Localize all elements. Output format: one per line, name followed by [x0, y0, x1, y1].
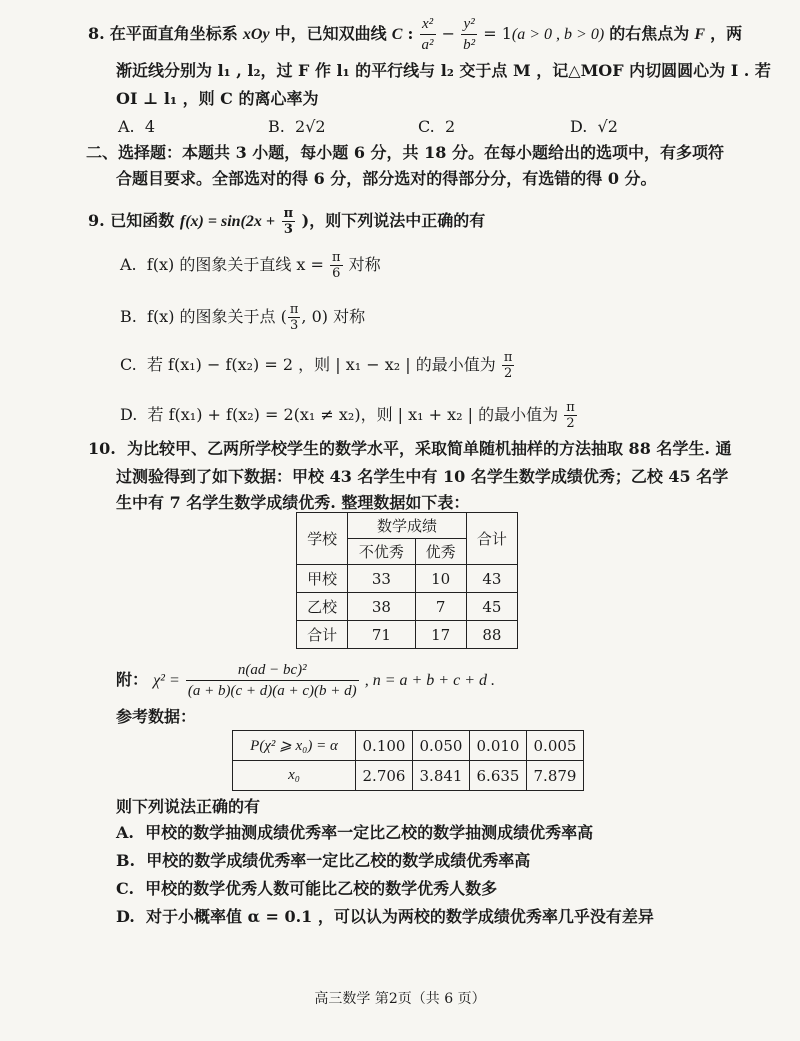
q10-number: 10.	[88, 439, 116, 458]
ref-row2-label: x₀	[233, 761, 356, 791]
q9-stem	[88, 206, 485, 237]
table-row: 甲校 33 10 43	[297, 565, 518, 593]
q8-line1: 8. 在平面直角坐标系 xOy 中，已知双曲线 C : $\frac{\text{x²}}{\text{a²}}$ − $\frac{\text{y²}}{\text{b²}}$ = 1(a > 0 , b > 0) 的右焦点为 F ，两	[88, 16, 743, 53]
q8-text-a: 在平面直角坐标系	[109, 24, 238, 43]
q9-option-c: C. 若 f(x₁) − f(x₂) = 2 ，则 | x₁ − x₂ | 的最小值为 $\frac{\pi}{2}$	[120, 350, 513, 381]
q10-question: 则下列说法正确的有	[116, 797, 261, 816]
q10-option-b: B. 甲校的数学成绩优秀率一定比乙校的数学成绩优秀率高	[116, 851, 531, 870]
ref-row1-label: P(χ² ⩾ x₀) = α	[233, 731, 356, 761]
q8-option-b: B. 2√2	[268, 117, 326, 136]
q8-condition: (a > 0 , b > 0)	[511, 26, 605, 43]
q9-option-a: A. f(x) 的图象关于直线 x = $\frac{\pi}{6}$ 对称	[120, 250, 381, 281]
section2-line1: 二、选择题：本题共 3 小题，每小题 6 分，共 18 分。在每小题给出的选项中，有多项符	[86, 143, 724, 162]
q10-option-a: A. 甲校的数学抽测成绩优秀率一定比乙校的数学抽测成绩优秀率高	[116, 823, 594, 842]
q10-option-d: D. 对于小概率值 α = 0.1 ，可以认为两校的数学成绩优秀率几乎没有差异	[116, 907, 654, 926]
q10-line3: 生中有 7 名学生数学成绩优秀. 整理数据如下表：	[116, 493, 470, 512]
q8-text-b: 中，已知双曲线	[274, 24, 387, 43]
q8-f: F	[694, 26, 706, 43]
page-footer: 高三数学 第2页（共 6 页）	[314, 991, 486, 1007]
q9-option-b: B. f(x) 的图象关于点 ( $\frac{\pi}{3}$ , 0) 对称	[120, 302, 366, 333]
q8-hyperbola-x-term: $\frac{\text{x²}}{\text{a²}}$	[421, 16, 434, 53]
reference-table: P(χ² ⩾ x₀) = α 0.100 0.050 0.010 0.005 x₀ 2.706 3.841 6.635 7.879	[232, 730, 584, 791]
q8-number: 8.	[88, 24, 105, 43]
th-excellent: 优秀	[415, 539, 466, 565]
q9-text-b: )，则下列说法中正确的有	[301, 211, 486, 230]
th-school: 学校	[297, 513, 348, 565]
q8-text-d: 的右焦点为	[609, 24, 690, 43]
th-not-excellent: 不优秀	[348, 539, 415, 565]
q9-number: 9.	[88, 211, 105, 230]
q10-option-c: C. 甲校的数学优秀人数可能比乙校的数学优秀人数多	[116, 879, 498, 898]
q8-text-e: ，两	[710, 24, 743, 43]
q8-option-a: A. 4	[118, 117, 155, 136]
q8-line2: 渐近线分别为 l₁ , l₂，过 F 作 l₁ 的平行线与 l₂ 交于点 M ，记△MOF 内切圆圆心为 I . 若	[116, 61, 771, 80]
th-score: 数学成绩	[348, 513, 467, 539]
q9-pi-over-3: $\frac{\pi}{3}$	[283, 206, 294, 237]
q9-function: f(x) = sin(2x +	[179, 213, 275, 230]
q8-xoy: xOy	[242, 26, 270, 43]
q8-hyperbola-y-term: $\frac{\text{y²}}{\text{b²}}$	[463, 16, 476, 53]
q10-line2: 过测验得到了如下数据：甲校 43 名学生中有 10 名学生数学成绩优秀；乙校 45 名学	[116, 467, 729, 486]
th-total: 合计	[466, 513, 517, 565]
q10-line1: 10. 为比较甲、乙两所学校学生的数学水平，采取简单随机抽样的方法抽取 88 名学生. 通	[88, 439, 732, 458]
section2-line2: 合题目要求。全部选对的得 6 分，部分选对的得部分分，有选错的得 0 分。	[116, 169, 657, 188]
q8-c: C	[391, 26, 403, 43]
table-row: 合计 71 17 88	[297, 621, 518, 649]
q9-option-d: D. 若 f(x₁) + f(x₂) = 2(x₁ ≠ x₂)，则 | x₁ + x₂ | 的最小值为 $\frac{\pi}{2}$	[120, 400, 575, 431]
q8-line3: OI ⊥ l₁ ，则 C 的离心率为	[116, 89, 319, 108]
score-table	[296, 512, 518, 649]
q9-text-a: 已知函数	[110, 211, 175, 230]
chi-square-formula: 附： χ² = $\frac{\text{n(ad − bc)²}}{(a + b)(c + d)(a + c)(b + d)}$ , n = a + b + c + d .	[116, 662, 495, 699]
q8-option-d: D. √2	[570, 117, 618, 136]
q8-option-c: C. 2	[418, 117, 456, 136]
reference-label: 参考数据：	[116, 707, 197, 726]
table-row: 乙校 38 7 45	[297, 593, 518, 621]
